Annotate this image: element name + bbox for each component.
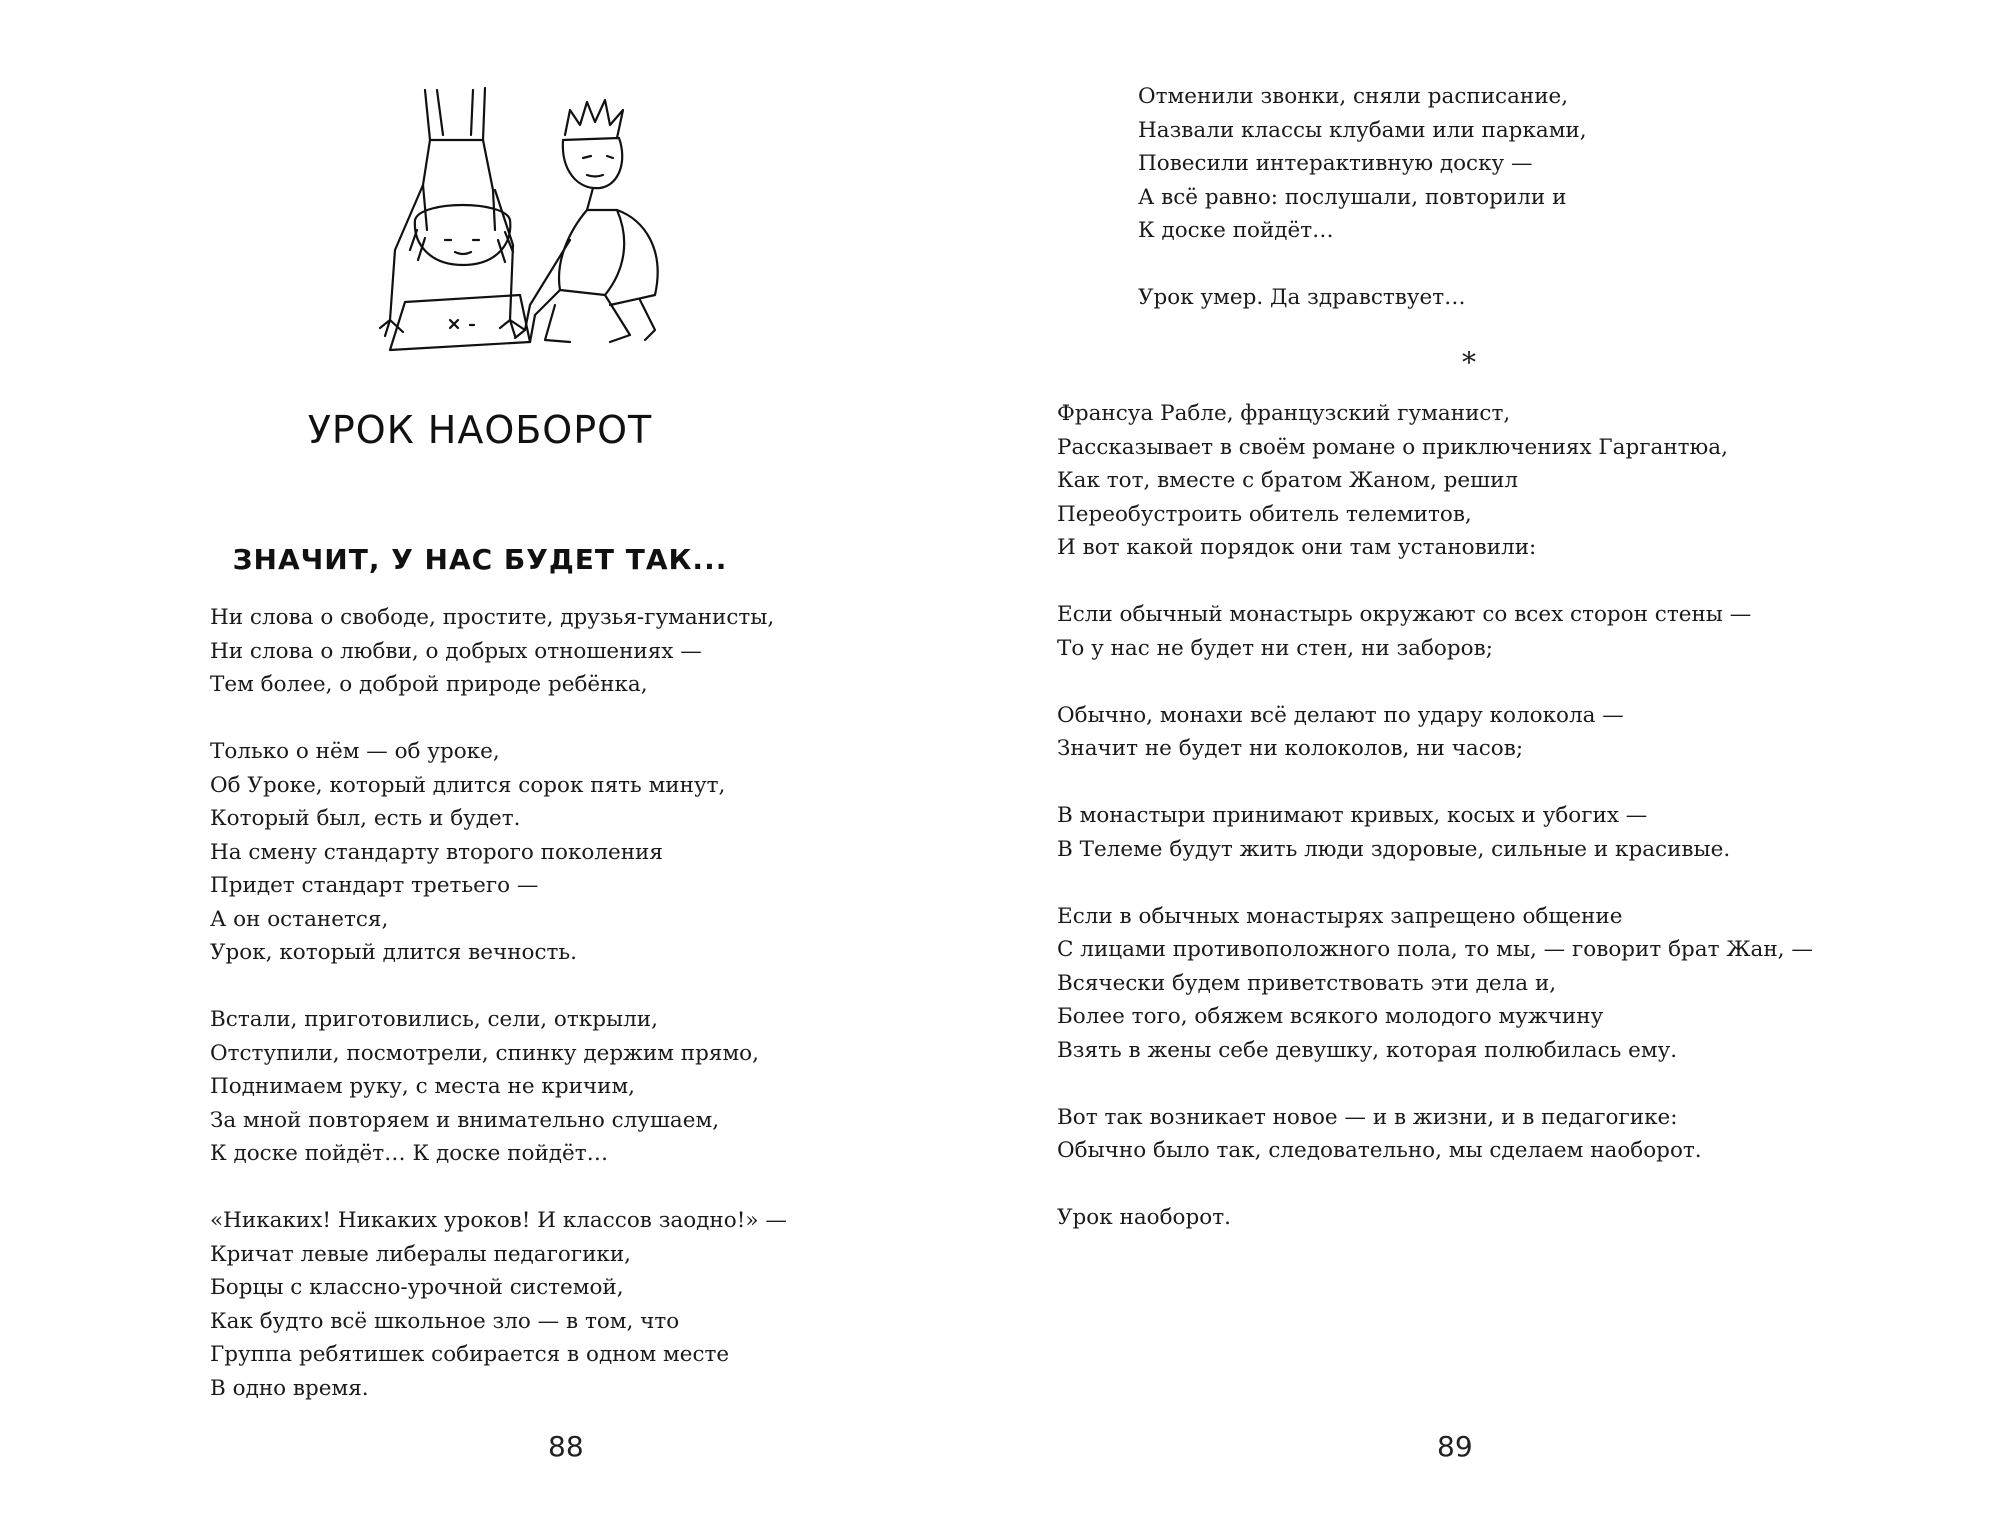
poem-line: Борцы с классно-урочной системой, xyxy=(210,1275,624,1300)
stanza-gap xyxy=(1057,1067,1813,1101)
poem-line: Взять в жены себе девушку, которая полюбилась ему. xyxy=(1057,1037,1678,1063)
poem-line: Встали, приготовились, сели, открыли, xyxy=(210,1007,658,1032)
stanza-gap xyxy=(1138,248,1587,282)
poem-line: Значит не будет ни колоколов, ни часов; xyxy=(1057,736,1524,761)
poem-line: Как будто всё школьное зло — в том, что xyxy=(210,1308,680,1334)
poem-line: Ни слова о свободе, простите, друзья-гуманисты, xyxy=(210,605,775,630)
poem-line: С лицами противоположного пола, то мы, — говорит брат Жан, — xyxy=(1057,937,1813,962)
poem-line: И вот какой порядок они там установили: xyxy=(1057,535,1537,560)
poem-line: Группа ребятишек собирается в одном месте xyxy=(210,1342,730,1367)
poem-line: Как тот, вместе с братом Жаном, решил xyxy=(1057,468,1519,493)
poem-line: К доске пойдёт… К доске пойдёт… xyxy=(210,1141,609,1166)
poem-line: В одно время. xyxy=(210,1375,369,1401)
poem-line: А он останется, xyxy=(210,906,389,932)
poem-line: Об Уроке, который длится сорок пять минут, xyxy=(210,772,726,798)
poem-line: Повесили интерактивную доску — xyxy=(1138,151,1533,176)
poem-left-body xyxy=(210,601,787,1405)
poem-line: Франсуа Рабле, французский гуманист, xyxy=(1057,401,1511,426)
stanza-gap xyxy=(1057,866,1813,900)
poem-subtitle: ЗНАЧИТ, У НАС БУДЕТ ТАК... xyxy=(232,543,728,576)
stanza-gap xyxy=(210,970,787,1004)
poem-line: Если в обычных монастырях запрещено общение xyxy=(1057,903,1623,929)
poem-line: «Никаких! Никаких уроков! И классов заодно!» — xyxy=(210,1208,787,1233)
poem-line: В Телеме будут жить люди здоровые, сильные и красивые. xyxy=(1057,836,1731,862)
poem-line: Назвали классы клубами или парками, xyxy=(1138,117,1587,143)
poem-line: За мной повторяем и внимательно слушаем, xyxy=(210,1107,720,1133)
chapter-title: УРОК НАОБОРОТ xyxy=(307,408,653,452)
page-number-left: 88 xyxy=(548,1430,584,1463)
poem-line: Кричат левые либералы педагогики, xyxy=(210,1241,632,1267)
poem-line: Ни слова о любви, о добрых отношениях — xyxy=(210,638,702,664)
right-page xyxy=(1000,0,2000,1515)
poem-right-bottom xyxy=(1057,397,1813,1235)
stanza-gap xyxy=(1057,766,1813,800)
poem-line: Обычно было так, следовательно, мы сделаем наоборот. xyxy=(1057,1138,1702,1163)
poem-line: Урок наоборот. xyxy=(1057,1205,1231,1230)
poem-line: Который был, есть и будет. xyxy=(210,806,521,831)
page-number-right: 89 xyxy=(1437,1430,1473,1463)
stanza-gap xyxy=(1057,565,1813,599)
poem-line: Поднимаем руку, с места не кричим, xyxy=(210,1074,636,1099)
poem-line: На смену стандарту второго поколения xyxy=(210,839,663,865)
poem-line: Если обычный монастырь окружают со всех сторон стены — xyxy=(1057,602,1752,627)
poem-line: Обычно, монахи всё делают по удару колокола — xyxy=(1057,702,1624,728)
poem-line: Урок умер. Да здравствует… xyxy=(1138,285,1466,310)
poem-line: Вот так возникает новое — и в жизни, и в педагогике: xyxy=(1057,1104,1678,1130)
poem-line: Придет стандарт третьего — xyxy=(210,873,539,898)
poem-line: Отступили, посмотрели, спинку держим прямо, xyxy=(210,1040,759,1066)
poem-line: Тем более, о доброй природе ребёнка, xyxy=(210,672,648,697)
poem-right-top xyxy=(1138,80,1587,315)
poem-line: Переобустроить обитель телемитов, xyxy=(1057,501,1472,527)
section-separator: * xyxy=(1462,346,1476,379)
poem-line: Более того, обяжем всякого молодого мужчину xyxy=(1057,1004,1604,1029)
stanza-gap xyxy=(210,1171,787,1205)
poem-line: Отменили звонки, сняли расписание, xyxy=(1138,84,1569,109)
poem-line: В монастыри принимают кривых, косых и убогих — xyxy=(1057,803,1648,828)
poem-line: То у нас не будет ни стен, ни заборов; xyxy=(1057,635,1493,661)
poem-line: Только о нём — об уроке, xyxy=(210,739,500,764)
stanza-gap xyxy=(1057,1168,1813,1202)
illustration-two-children xyxy=(355,80,715,375)
stanza-gap xyxy=(210,702,787,736)
stanza-gap xyxy=(1057,665,1813,699)
poem-line: Рассказывает в своём романе о приключениях Гаргантюа, xyxy=(1057,434,1728,460)
poem-line: К доске пойдёт… xyxy=(1138,218,1334,243)
poem-line: А всё равно: послушали, повторили и xyxy=(1138,184,1567,210)
poem-line: Урок, который длится вечность. xyxy=(210,940,577,965)
poem-line: Всячески будем приветствовать эти дела и, xyxy=(1057,970,1557,996)
